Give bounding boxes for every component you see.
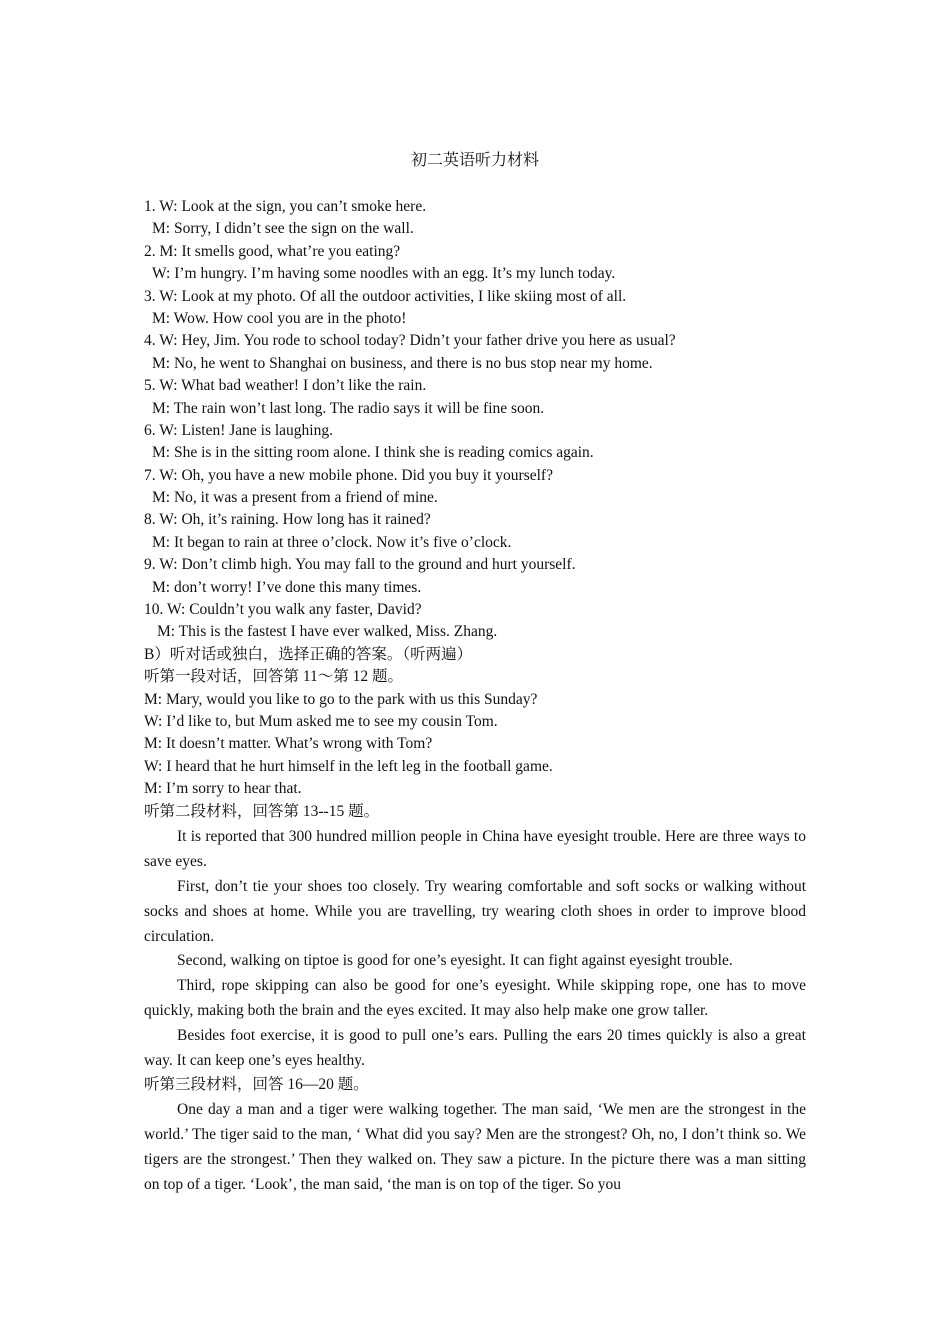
paragraph: It is reported that 300 hundred million people in China have eyesight trouble. Here are three ways to save eyes.: [144, 827, 806, 870]
question-line: 6. W: Listen! Jane is laughing.: [144, 421, 333, 439]
question-line: 5. W: What bad weather! I don’t like the rain.: [144, 377, 427, 395]
answer-line: W: I’m hungry. I’m having some noodles with an egg. It’s my lunch today.: [152, 265, 616, 283]
question-line: 10. W: Couldn’t you walk any faster, David?: [144, 601, 422, 619]
dialogue1: [144, 689, 806, 801]
answer-line: M: No, he went to Shanghai on business, and there is no bus stop near my home.: [152, 354, 653, 372]
dialogue-line: M: Mary, would you like to go to the park with us this Sunday?: [144, 690, 538, 708]
passage2: [144, 825, 806, 1074]
part-b-heading: B）听对话或独白，选择正确的答案。（听两遍）: [144, 645, 473, 663]
dialogue-line: M: I’m sorry to hear that.: [144, 780, 302, 798]
document-body: [144, 196, 806, 1198]
question-line: 9. W: Don’t climb high. You may fall to the ground and hurt yourself.: [144, 556, 576, 574]
question-line: 4. W: Hey, Jim. You rode to school today? Didn’t your father drive you here as usual?: [144, 332, 676, 350]
question-line: 1. W: Look at the sign, you can’t smoke here.: [144, 198, 427, 215]
answer-line: M: It began to rain at three o’clock. Now it’s five o’clock.: [152, 533, 512, 551]
dialogue1-heading: 听第一段对话，回答第 11～第 12 题。: [144, 668, 404, 686]
answer-line: M: don’t worry! I’ve done this many times.: [152, 578, 422, 596]
document-title: 初二英语听力材料: [410, 152, 539, 169]
paragraph: One day a man and a tiger were walking together. The man said, ‘We men are the strongest in the world.’ The tiger said to the man, ‘ What did you say? Men are the strongest? Oh, no, I don’t think so. We tigers are the strongest.’ Then they walked on. They saw a picture. In the picture there was a man sitting on top of a tiger. ‘Look’, the man said, ‘the man is on top of the tiger. So you: [144, 1101, 806, 1194]
question-line: 7. W: Oh, you have a new mobile phone. Did you buy it yourself?: [144, 466, 553, 484]
answer-line: M: Sorry, I didn’t see the sign on the wall.: [152, 220, 414, 238]
passage3-heading: 听第三段材料，回答 16—20 题。: [144, 1076, 369, 1093]
answer-line: M: No, it was a present from a friend of mine.: [152, 489, 438, 507]
paragraph: First, don’t tie your shoes too closely. Try wearing comfortable and soft socks or walking without socks and shoes at home. While you are travelling, try wearing cloth shoes in order to improve blood circulation.: [144, 877, 806, 945]
dialogue-line: W: I’d like to, but Mum asked me to see my cousin Tom.: [144, 712, 498, 730]
dialogue-line: M: It doesn’t matter. What’s wrong with Tom?: [144, 735, 433, 753]
paragraph: Third, rope skipping can also be good for one’s eyesight. While skipping rope, one has to move quickly, making both the brain and the eyes excited. It may also help make one grow taller.: [144, 977, 806, 1020]
question-line: 3. W: Look at my photo. Of all the outdoor activities, I like skiing most of all.: [144, 287, 627, 305]
paragraph: Second, walking on tiptoe is good for one’s eyesight. It can fight against eyesight trouble.: [177, 952, 733, 970]
dialogue-line: W: I heard that he hurt himself in the left leg in the football game.: [144, 757, 553, 775]
question-line: 2. M: It smells good, what’re you eating?: [144, 242, 401, 260]
passage2-heading: 听第二段材料，回答第 13--15 题。: [144, 802, 380, 820]
answer-line: M: Wow. How cool you are in the photo!: [152, 309, 407, 327]
answer-line: M: This is the fastest I have ever walked, Miss. Zhang.: [157, 623, 498, 641]
passage3: [144, 1098, 806, 1198]
answer-line: M: She is in the sitting room alone. I think she is reading comics again.: [152, 444, 594, 462]
paragraph: Besides foot exercise, it is good to pull one’s ears. Pulling the ears 20 times quickly is also a great way. It can keep one’s eyes healthy.: [144, 1027, 806, 1070]
answer-line: M: The rain won’t last long. The radio says it will be fine soon.: [152, 399, 545, 417]
question-line: 8. W: Oh, it’s raining. How long has it rained?: [144, 511, 431, 529]
part-a-dialogues: [144, 196, 806, 644]
